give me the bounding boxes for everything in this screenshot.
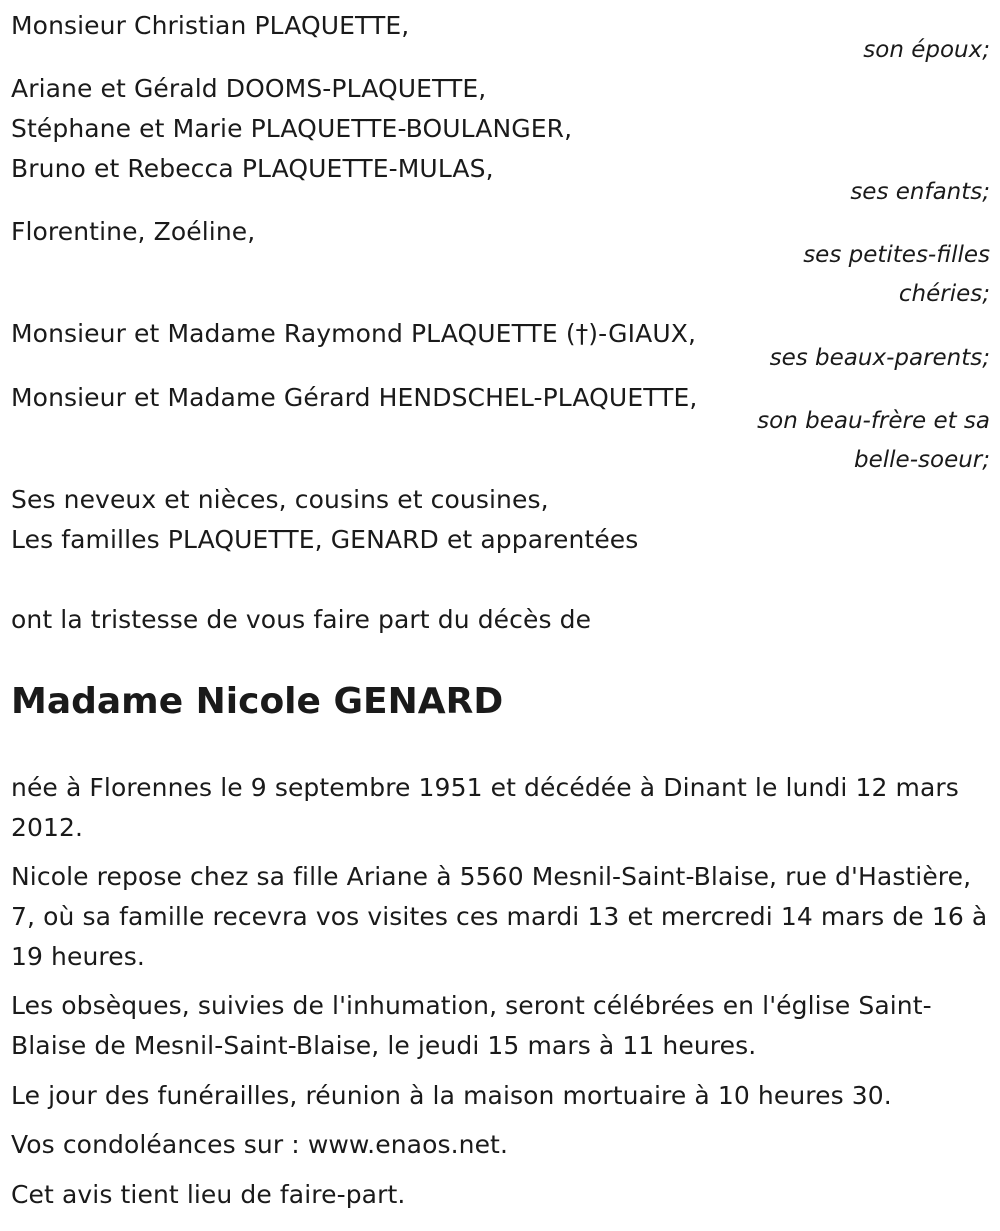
- husband-name: Monsieur Christian PLAQUETTE,: [11, 11, 410, 40]
- parents-in-law-name: Monsieur et Madame Raymond PLAQUETTE (†)-GIAUX,: [11, 319, 696, 348]
- granddaughters-names: Florentine, Zoéline,: [11, 217, 256, 246]
- visitation-paragraph: Nicole repose chez sa fille Ariane à 5560 Mesnil-Saint-Blaise, rue d'Hastière, 7, où sa famille recevra vos visites ces mardi 13 et mercredi 14 mars de 16 à 19 heures.: [11, 862, 988, 971]
- birth-death-paragraph: née à Florennes le 9 septembre 1951 et décédée à Dinant le lundi 12 mars 2012.: [11, 773, 959, 842]
- child-name: Bruno et Rebecca PLAQUETTE-MULAS,: [11, 154, 494, 183]
- meeting-paragraph: Le jour des funérailles, réunion à la maison mortuaire à 10 heures 30.: [11, 1081, 892, 1110]
- families-line: Les familles PLAQUETTE, GENARD et apparentées: [11, 525, 639, 554]
- nephews-line: Ses neveux et nièces, cousins et cousines,: [11, 485, 549, 514]
- announcement-text: ont la tristesse de vous faire part du décès de: [11, 605, 592, 634]
- siblings-in-law-role-continued: belle-soeur;: [854, 447, 990, 473]
- granddaughters-role-continued: chéries;: [898, 281, 990, 307]
- parents-in-law-role: ses beaux-parents;: [769, 345, 990, 371]
- funeral-paragraph: Les obsèques, suivies de l'inhumation, seront célébrées en l'église Saint-Blaise de Mesnil-Saint-Blaise, le jeudi 15 mars à 11 heures.: [11, 991, 932, 1060]
- siblings-in-law-name: Monsieur et Madame Gérard HENDSCHEL-PLAQUETTE,: [11, 383, 698, 412]
- notice-paragraph: Cet avis tient lieu de faire-part.: [11, 1180, 406, 1209]
- condolences-paragraph: Vos condoléances sur : www.enaos.net.: [11, 1130, 509, 1159]
- deceased-name: Madame Nicole GENARD: [11, 681, 504, 722]
- granddaughters-role: ses petites-filles: [803, 242, 990, 268]
- siblings-in-law-role: son beau-frère et sa: [757, 408, 990, 434]
- children-role: ses enfants;: [850, 179, 990, 205]
- husband-role: son époux;: [863, 37, 990, 63]
- child-name: Stéphane et Marie PLAQUETTE-BOULANGER,: [11, 114, 573, 143]
- child-name: Ariane et Gérald DOOMS-PLAQUETTE,: [11, 74, 487, 103]
